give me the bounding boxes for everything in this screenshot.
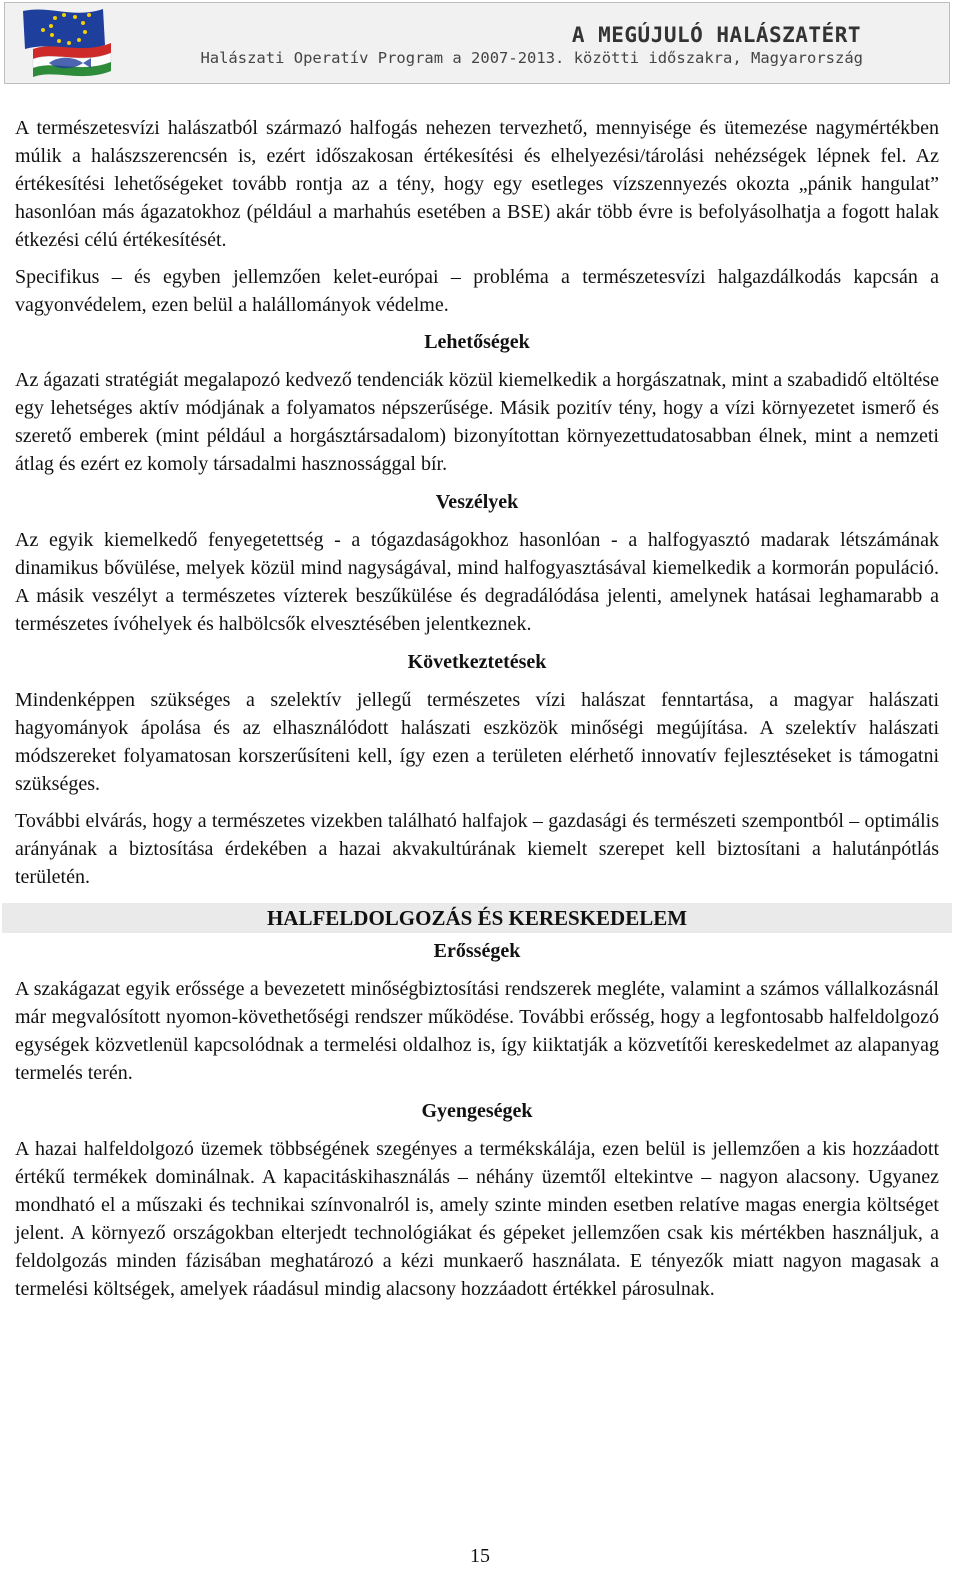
paragraph: A hazai halfeldolgozó üzemek többségének szegényes a termékskálája, ezen belül is jellemzően a kis hozzáadott értékű termékek dominálnak. A kapacitáskihasználás – néhány üzemtől eltekintve – nagyon alacsony. Ugyanez mondható el a műszaki és technikai színvonalról is, amely szinte minden esetben relatíve magas energia költséget jelent. A környező országokban elterjedt technológiákat és gépeket jellemzően csak kis mértékben használjuk, a feldolgozás minden fázisában meghatározó a kézi munkaerő használata. E tényezők miatt nagyon magasak a termelési költségek, amelyek ráadásul mindig alacsony hozzáadott értékkel párosulnak. (15, 1138, 939, 1300)
header-subtitle: Halászati Operatív Program a 2007-2013. közötti időszakra, Magyarország (200, 49, 863, 67)
paragraph: Specifikus – és egyben jellemzően kelet-európai – probléma a természetesvízi halgazdálkodás kapcsán a vagyonvédelem, ezen belül a halállományok védelme. (15, 266, 939, 316)
paragraph: Mindenképpen szükséges a szelektív jellegű természetes vízi halászat fenntartása, a magyar halászati hagyományok ápolása és az elhasználódott halászati eszközök minőségi megújítása. A szelektív halászati módszereket folyamatosan korszerűsíteni kell, így ezen a területen elérhető innovatív fejlesztéseket is támogatni szükséges. (15, 689, 939, 795)
page-number: 15 (470, 1545, 490, 1567)
section-heading-threats: Veszélyek (435, 491, 519, 513)
header-title: A MEGÚJULÓ HALÁSZATÉRT (571, 23, 861, 47)
paragraph: Az ágazati stratégiát megalapozó kedvező tendenciák közül kiemelkedik a horgászatnak, mint a szabadidő eltöltése egy lehetséges aktív módjának a folyamatos népszerűsége. Másik pozitív tény, hogy a vízi környezetet ismerő és szerető emberek (mint például a horgásztársadalom) bizonyítottan környezettudatosabban élnek, mint a nemzeti átlag és ezért ez komoly társadalmi hasznossággal bír. (15, 369, 939, 475)
section-heading-weaknesses: Gyengeségek (421, 1100, 533, 1122)
page-header (4, 2, 950, 84)
document-body (15, 114, 939, 1312)
section-heading-conclusions: Következtetések (407, 651, 547, 673)
section-heading-strengths: Erősségek (433, 940, 521, 962)
chapter-title-band: HALFELDOLGOZÁS ÉS KERESKEDELEM (2, 903, 952, 933)
paragraph: További elvárás, hogy a természetes vizekben található halfajok – gazdasági és természeti szempontból – optimális arányának a biztosítása érdekében a hazai akvakultúrának kiemelt szerepet kell biztosítani a halutánpótlás területén. (15, 810, 939, 888)
paragraph: A szakágazat egyik erőssége a bevezetett minőségbiztosítási rendszerek megléte, valamint a számos vállalkozásnál már megvalósított nyomon-követhetőségi rendszer működése. További erősség, hogy a legfontosabb halfeldolgozó egységek közvetlenül kapcsolódnak a termelési oldalhoz is, így kiiktatják a közvetítői kereskedelmet az alapanyag termelés terén. (15, 978, 939, 1084)
paragraph: A természetesvízi halászatból származó halfogás nehezen tervezhető, mennyisége és ütemezése nagymértékben múlik a halászszerencsén is, ezért időszakosan értékesítési és elhelyezési/tárolási nehézségek lépnek fel. Az értékesítési lehetőségeket tovább rontja az a tény, hogy egy esetleges vízszennyezés okozta „pánik hangulat” hasonlóan más ágazatokhoz (például a marhahús esetében a BSE) akár több évre is befolyásolhatja a fogott halak étkezési célú értékesítését. (15, 117, 939, 251)
eu-hungary-flag-logo-icon (19, 5, 119, 85)
section-heading-opportunities: Lehetőségek (424, 331, 530, 353)
paragraph: Az egyik kiemelkedő fenyegetettség - a tógazdaságokhoz hasonlóan - a halfogyasztó madarak létszámának dinamikus bővülése, melyek közül mind nagyságával, mind halfogyasztásával kiemelkedik a kormorán populáció. A másik veszélyt a természetes vízterek beszűkülése és degradálódása jelenti, amelynek hatásai leghamarabb a természetes ívóhelyek és halbölcsők elvesztésében jelentkeznek. (15, 529, 939, 635)
